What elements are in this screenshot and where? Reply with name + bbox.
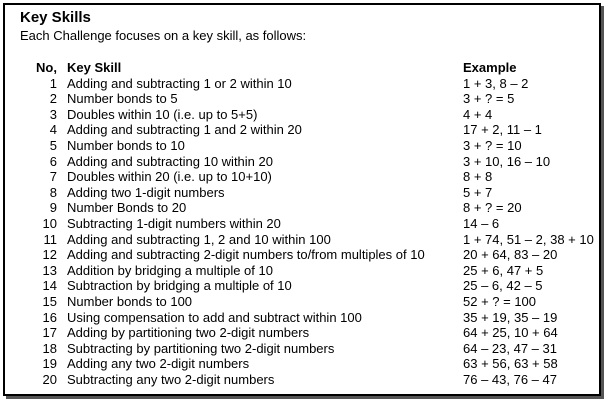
skill-name: Subtracting any two 2-digit numbers: [67, 371, 275, 387]
header-no: No,: [36, 60, 57, 75]
table-row: [27, 278, 594, 294]
key-skills-panel: [3, 3, 601, 396]
skill-name: Adding and subtracting 1 and 2 within 20: [67, 122, 302, 138]
skill-number: 8: [49, 184, 57, 200]
header-key-skill: Key Skill: [67, 60, 122, 75]
skill-name: Number bonds to 100: [67, 293, 193, 309]
skill-example: 1 + 74, 51 – 2, 38 + 10: [463, 231, 594, 247]
skill-example: 5 + 7: [463, 184, 493, 200]
skill-name: Adding any two 2-digit numbers: [67, 356, 250, 372]
skill-number: 5: [49, 137, 57, 153]
skill-number: 7: [49, 169, 57, 185]
table-row: [27, 169, 594, 185]
table-row: [27, 138, 594, 154]
skill-example: 14 – 6: [463, 215, 500, 231]
skill-example: 3 + ? = 10: [463, 137, 522, 153]
skill-name: Adding and subtracting 2-digit numbers to/from multiples of 10: [67, 247, 425, 263]
skill-name: Subtraction by bridging a multiple of 10: [67, 278, 292, 294]
skill-number: 6: [49, 153, 57, 169]
skill-name: Doubles within 10 (i.e. up to 5+5): [67, 106, 258, 122]
skill-example: 4 + 4: [463, 106, 493, 122]
skill-example: 25 – 6, 42 – 5: [463, 278, 543, 294]
skill-name: Number bonds to 5: [67, 91, 178, 107]
table-row: [27, 154, 594, 170]
skill-example: 3 + 10, 16 – 10: [463, 153, 551, 169]
table-row: [27, 325, 594, 341]
skill-name: Number Bonds to 20: [67, 200, 187, 216]
skill-example: 3 + ? = 5: [463, 91, 515, 107]
skill-example: 20 + 64, 83 – 20: [463, 247, 558, 263]
skill-number: 17: [42, 325, 57, 341]
skill-example: 52 + ? = 100: [463, 293, 537, 309]
table-row: [27, 122, 594, 138]
skill-number: 19: [42, 356, 57, 372]
skill-name: Adding two 1-digit numbers: [67, 184, 225, 200]
skill-number: 20: [42, 371, 57, 387]
skill-name: Number bonds to 10: [67, 137, 185, 153]
skill-example: 64 + 25, 10 + 64: [463, 325, 558, 341]
table-row: [27, 341, 594, 357]
skill-number: 10: [42, 215, 57, 231]
skill-name: Subtracting by partitioning two 2-digit numbers: [67, 340, 335, 356]
skill-number: 12: [42, 247, 57, 263]
skill-name: Doubles within 20 (i.e. up to 10+10): [67, 169, 272, 185]
skill-name: Adding and subtracting 1 or 2 within 10: [67, 75, 292, 91]
skill-name: Addition by bridging a multiple of 10: [67, 262, 273, 278]
skill-name: Adding and subtracting 1, 2 and 10 within 100: [67, 231, 331, 247]
skill-example: 25 + 6, 47 + 5: [463, 262, 544, 278]
skill-number: 4: [49, 122, 57, 138]
table-row: [27, 200, 594, 216]
skill-number: 2: [49, 91, 57, 107]
skill-number: 18: [42, 340, 57, 356]
table-row: [27, 185, 594, 201]
skill-name: Adding by partitioning two 2-digit numbers: [67, 325, 310, 341]
skill-number: 9: [49, 200, 57, 216]
table-row: [27, 263, 594, 279]
skill-number: 13: [42, 262, 57, 278]
table-header-row: [27, 60, 594, 76]
table-row: [27, 310, 594, 326]
skill-name: Subtracting 1-digit numbers within 20: [67, 215, 281, 231]
header-example: Example: [463, 60, 517, 75]
skills-table: [27, 60, 594, 387]
skill-example: 8 + 8: [463, 169, 493, 185]
page-title: Key Skills: [20, 9, 91, 26]
table-row: [27, 76, 594, 92]
skill-number: 16: [42, 309, 57, 325]
skill-number: 11: [43, 231, 57, 247]
skill-number: 1: [49, 75, 57, 91]
skill-example: 17 + 2, 11 – 1: [463, 122, 542, 138]
skill-example: 1 + 3, 8 – 2: [463, 75, 529, 91]
table-row: [27, 372, 594, 388]
table-row: [27, 356, 594, 372]
intro-text: Each Challenge focuses on a key skill, as follows:: [20, 28, 307, 43]
skill-number: 15: [42, 293, 57, 309]
skill-name: Adding and subtracting 10 within 20: [67, 153, 273, 169]
table-row: [27, 247, 594, 263]
skill-example: 64 – 23, 47 – 31: [463, 340, 557, 356]
table-row: [27, 294, 594, 310]
skill-example: 35 + 19, 35 – 19: [463, 309, 558, 325]
table-row: [27, 232, 594, 248]
table-row: [27, 107, 594, 123]
skill-number: 3: [49, 106, 57, 122]
table-row: [27, 216, 594, 232]
skill-name: Using compensation to add and subtract within 100: [67, 309, 362, 325]
skill-example: 63 + 56, 63 + 58: [463, 356, 558, 372]
table-row: [27, 91, 594, 107]
skill-number: 14: [42, 278, 57, 294]
skill-example: 76 – 43, 76 – 47: [463, 371, 557, 387]
skill-example: 8 + ? = 20: [463, 200, 522, 216]
